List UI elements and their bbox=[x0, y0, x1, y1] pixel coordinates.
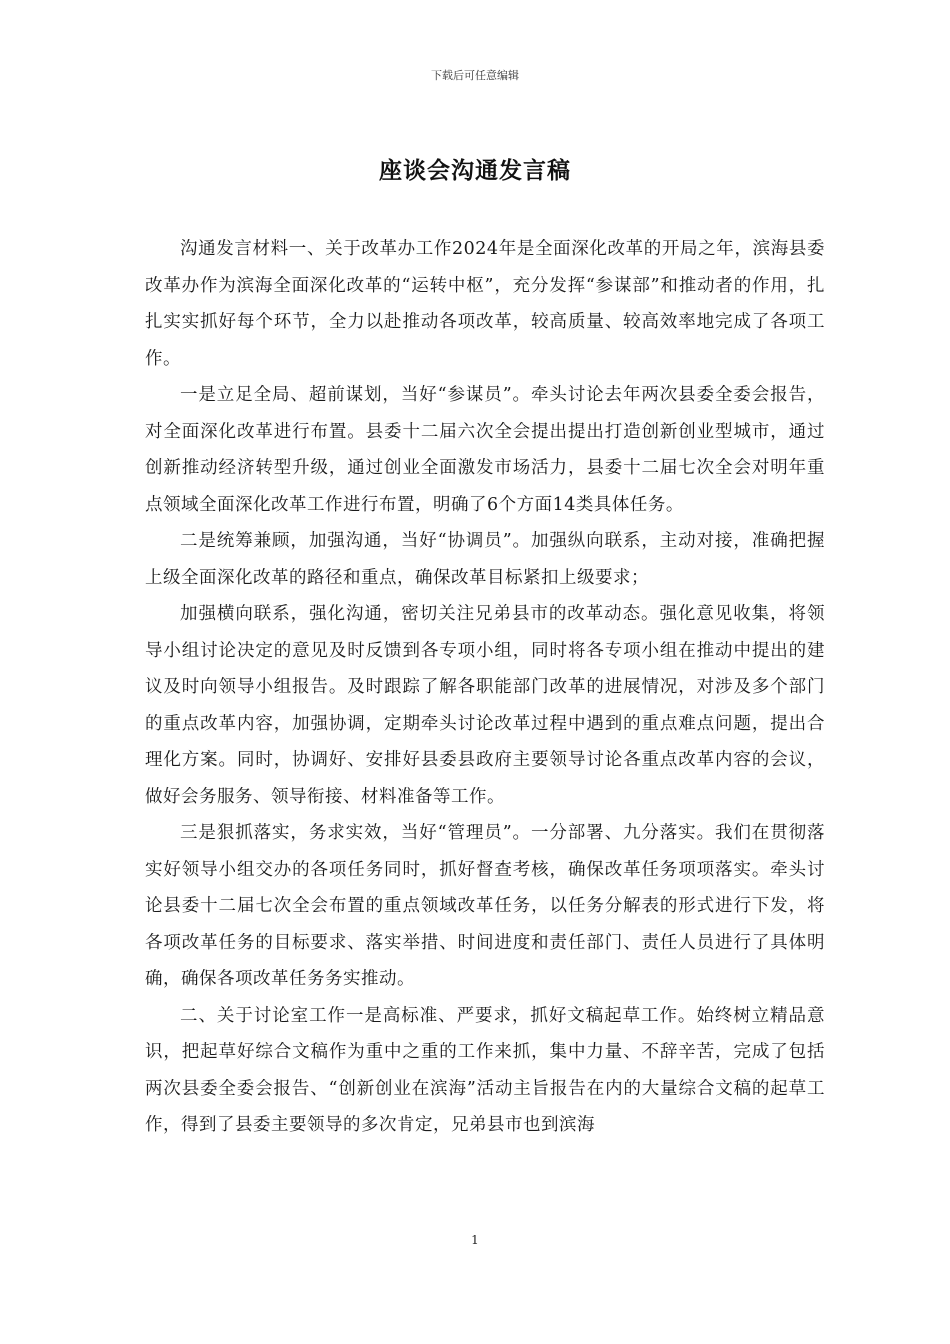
paragraph-research-office: 二、关于讨论室工作一是高标准、严要求，抓好文稿起草工作。始终树立精品意识，把起草好综合文稿作为重中之重的工作来抓，集中力量、不辞辛苦，完成了包括两次县委全委会报告、“创新创业在滨海”活动主旨报告在内的大量综合文稿的起草工作，得到了县委主要领导的多次肯定，兄弟县市也到滨海 bbox=[145, 1005, 825, 1135]
header-note: 下载后可任意编辑 bbox=[431, 69, 519, 82]
document-body bbox=[145, 231, 825, 1144]
paragraph-first-point: 一是立足全局、超前谋划，当好“参谋员”。牵头讨论去年两次县委全委会报告，对全面深化改革进行布置。县委十二届六次全会提出提出打造创新创业型城市，通过创新推动经济转型升级，通过创业全面激发市场活力，县委十二届七次全会对明年重点领域全面深化改革工作进行布置，明确了6个方面14类具体任务。 bbox=[145, 385, 825, 515]
page-number: 1 bbox=[471, 1233, 479, 1247]
paragraph-horizontal-liaison: 加强横向联系，强化沟通，密切关注兄弟县市的改革动态。强化意见收集，将领导小组讨论决定的意见及时反馈到各专项小组，同时将各专项小组在推动中提出的建议及时向领导小组报告。及时跟踪了解各职能部门改革的进展情况，对涉及多个部门的重点改革内容，加强协调，定期牵头讨论改革过程中遇到的重点难点问题，提出合理化方案。同时，协调好、安排好县委县政府主要领导讨论各重点改革内容的会议，做好会务服务、领导衔接、材料准备等工作。 bbox=[145, 604, 825, 807]
paragraph-intro: 沟通发言材料一、关于改革办工作2024年是全面深化改革的开局之年，滨海县委改革办作为滨海全面深化改革的“运转中枢”，充分发挥“参谋部”和推动者的作用，扎扎实实抓好每个环节，全力以赴推动各项改革，较高质量、较高效率地完成了各项工作。 bbox=[145, 239, 825, 369]
document-title: 座谈会沟通发言稿 bbox=[379, 158, 571, 184]
paragraph-third-point: 三是狠抓落实，务求实效，当好“管理员”。一分部署、九分落实。我们在贯彻落实好领导小组交办的各项任务同时，抓好督查考核，确保改革任务项项落实。牵头讨论县委十二届七次全会布置的重点领域改革任务，以任务分解表的形式进行下发，将各项改革任务的目标要求、落实举措、时间进度和责任部门、责任人员进行了具体明确，确保各项改革任务务实推动。 bbox=[145, 823, 825, 989]
paragraph-second-point: 二是统筹兼顾，加强沟通，当好“协调员”。加强纵向联系，主动对接，准确把握上级全面深化改革的路径和重点，确保改革目标紧扣上级要求； bbox=[145, 531, 825, 588]
